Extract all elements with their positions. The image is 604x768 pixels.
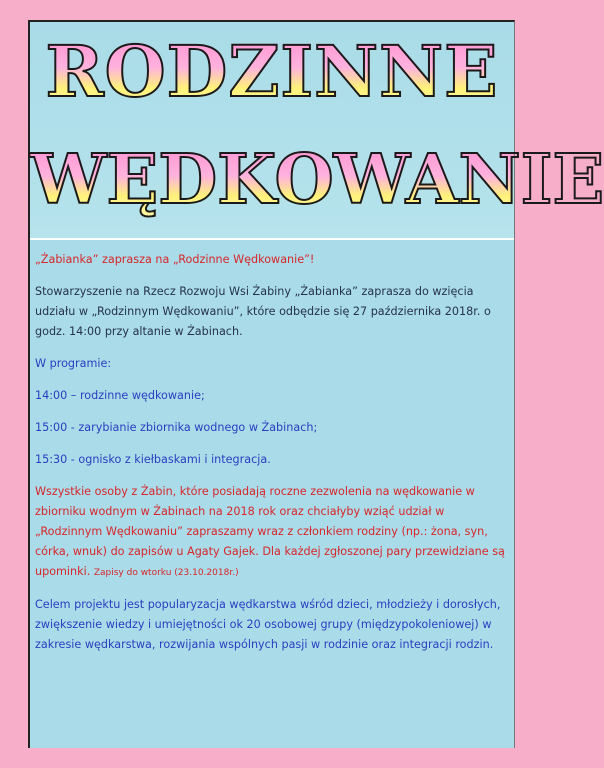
invitation-paragraph <box>35 482 508 583</box>
program-item: 15:00 - zarybianie zbiornika wodnego w Żabinach; <box>35 421 318 434</box>
program-heading: W programie: <box>35 357 112 370</box>
title-line-2: WĘDKOWANIE <box>30 140 604 220</box>
program-item: 15:30 - ognisko z kiełbaskami i integracja. <box>35 453 271 466</box>
title-line-1: RODZINNE <box>30 30 514 113</box>
description-text: Stowarzyszenie na Rzecz Rozwoju Wsi Żabiny „Żabianka” zaprasza do wzięcia udziału w „Rodzinnym Wędkowaniu”, które odbędzie się 27 października 2018r. o godz. 14:00 przy altanie w Żabinach. <box>35 285 491 338</box>
invitation-text: Wszystkie osoby z Żabin, które posiadają roczne zezwolenia na wędkowanie w zbiorniku wodnym w Żabinach na 2018 rok oraz chciałyby wziąć udział w „Rodzinnym Wędkowaniu” zapraszamy wraz z członkiem rodziny (np.: żona, syn, córka, wnuk) do zapisów u Agaty Gajek. Dla każdej zgłoszonej pary przewidziane są upominki. <box>35 485 505 578</box>
content-panel <box>30 238 514 748</box>
title-area <box>30 22 604 238</box>
program-item: 14:00 – rodzinne wędkowanie; <box>35 389 205 402</box>
deadline-text: Zapisy do wtorku (23.10.2018r.) <box>93 568 239 578</box>
goal-text: Celem projektu jest popularyzacja wędkarstwa wśród dzieci, młodzieży i dorosłych, zwiększenie wiedzy i umiejętności ok 20 osobowej grupy (międzypokoleniowej) w zakresie wędkarstwa, rozwijania wspólnych pasji w rodzinie oraz integracji rodzin. <box>35 598 501 651</box>
intro-text: „Żabianka” zaprasza na „Rodzinne Wędkowanie”! <box>35 253 315 266</box>
poster <box>28 20 604 748</box>
